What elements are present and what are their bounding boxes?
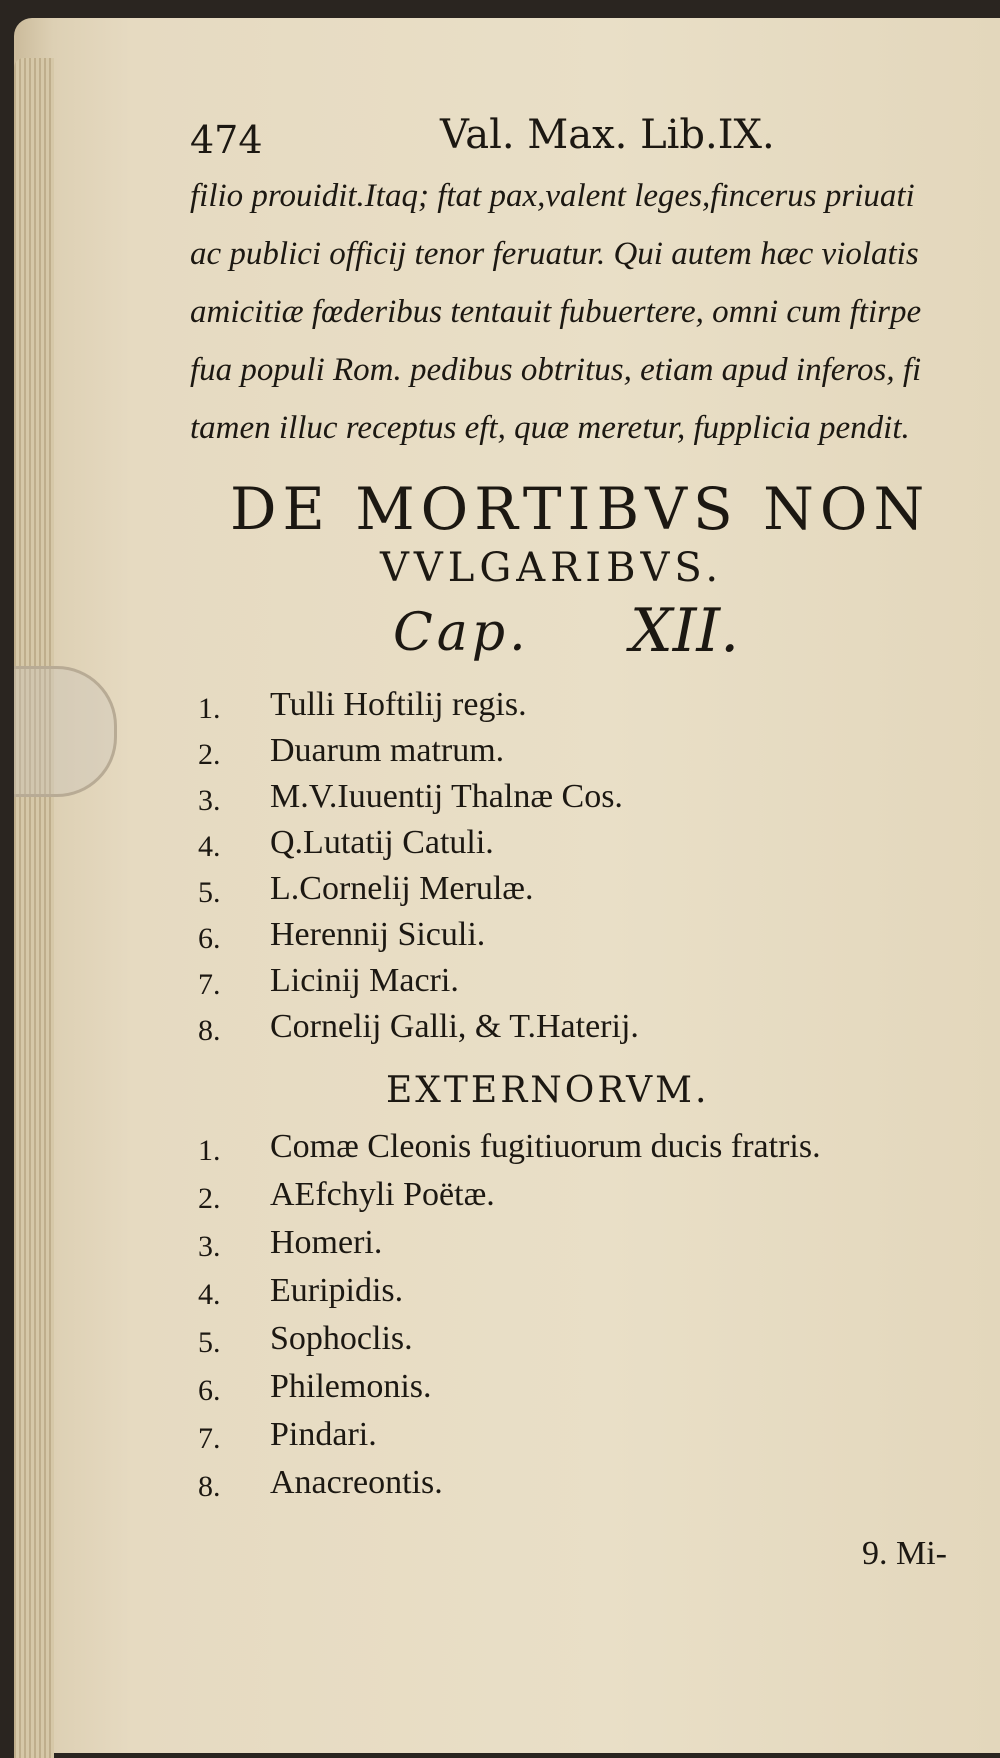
page-clip bbox=[14, 666, 117, 797]
list-number: 2. bbox=[198, 1182, 221, 1215]
list-number: 1. bbox=[198, 692, 221, 725]
list-number: 7. bbox=[198, 1422, 221, 1455]
chapter-heading-2: VVLGARIBVS. bbox=[380, 545, 724, 591]
list-item: AEfchyli Poëtæ. bbox=[270, 1176, 495, 1213]
chapter-label: Cap. bbox=[393, 603, 530, 663]
list-number: 2. bbox=[198, 738, 221, 771]
page-stack-edge bbox=[14, 58, 54, 1758]
list-item: Anacreontis. bbox=[270, 1464, 443, 1501]
list-number: 7. bbox=[198, 968, 221, 1001]
list-item: Duarum matrum. bbox=[270, 732, 505, 769]
list-item: L.Cornelij Merulæ. bbox=[270, 870, 534, 907]
running-title: Val. Max. Lib.IX. bbox=[440, 112, 775, 158]
list-item: Herennij Siculi. bbox=[270, 916, 486, 953]
list-number: 8. bbox=[198, 1014, 221, 1047]
list-number: 1. bbox=[198, 1134, 221, 1167]
catchword: 9. Mi- bbox=[862, 1535, 947, 1572]
paragraph-line-3: amicitiæ fœderibus tentauit fubuertere, omni cum ftirpe bbox=[190, 294, 922, 330]
list-number: 4. bbox=[198, 1278, 221, 1311]
page-number: 474 bbox=[190, 118, 263, 162]
list-item: Homeri. bbox=[270, 1224, 383, 1261]
list-item: Comæ Cleonis fugitiuorum ducis fratris. bbox=[270, 1128, 821, 1165]
list-item: Pindari. bbox=[270, 1416, 377, 1453]
list-item: Euripidis. bbox=[270, 1272, 404, 1309]
list-number: 3. bbox=[198, 1230, 221, 1263]
list-number: 6. bbox=[198, 1374, 221, 1407]
list-item: Q.Lutatij Catuli. bbox=[270, 824, 494, 861]
list-number: 5. bbox=[198, 1326, 221, 1359]
paragraph-line-1: filio prouidit.Itaq; ftat pax,valent leges,fincerus priuati bbox=[190, 178, 915, 214]
list-item: Licinij Macri. bbox=[270, 962, 459, 999]
list-number: 6. bbox=[198, 922, 221, 955]
paragraph-line-5: tamen illuc receptus eft, quæ meretur, fupplicia pendit. bbox=[190, 410, 910, 446]
list-number: 4. bbox=[198, 830, 221, 863]
list-number: 8. bbox=[198, 1470, 221, 1503]
paragraph-line-4: fua populi Rom. pedibus obtritus, etiam apud inferos, fi bbox=[190, 352, 922, 388]
list-item: Sophoclis. bbox=[270, 1320, 413, 1357]
list-item: M.V.Iuuentij Thalnæ Cos. bbox=[270, 778, 623, 815]
list-item: Cornelij Galli, & T.Haterij. bbox=[270, 1008, 639, 1045]
section-subheading: EXTERNORVM. bbox=[386, 1070, 710, 1111]
chapter-number: XII. bbox=[630, 596, 740, 666]
list-item: Tulli Hoftilij regis. bbox=[270, 686, 527, 723]
chapter-heading: DE MORTIBVS NON bbox=[230, 475, 931, 543]
list-item: Philemonis. bbox=[270, 1368, 432, 1405]
list-number: 5. bbox=[198, 876, 221, 909]
paragraph-line-2: ac publici officij tenor feruatur. Qui autem hæc violatis bbox=[190, 236, 919, 272]
list-number: 3. bbox=[198, 784, 221, 817]
